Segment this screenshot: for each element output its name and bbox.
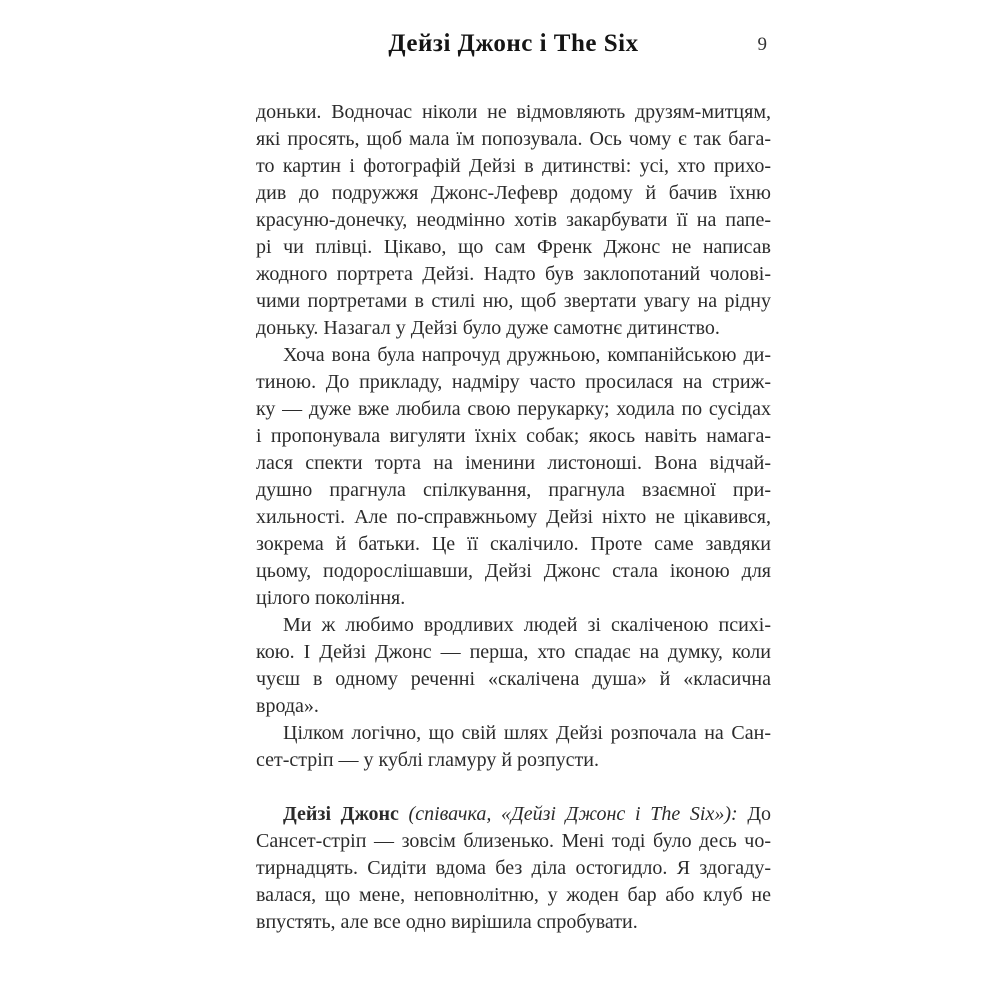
text-line: сет-стріп — у кублі гламуру й розпусти. — [256, 749, 599, 771]
text-line: впустять, але все одно вирішила спробувати. — [256, 911, 638, 933]
text-line: чими портретами в стилі ню, щоб звертати увагу на рідну — [256, 290, 771, 312]
text-line: то картин і фотографій Дейзі в дитинстві: усі, хто прихо- — [256, 155, 771, 177]
text-line: Ми ж любимо вродливих людей зі скаліченою психі- — [283, 614, 771, 636]
text-line: ку — дуже вже любила свою перукарку; ходила по сусідах — [256, 398, 771, 420]
text-line — [256, 801, 771, 828]
speaker-attribution: (співачка, «Дейзі Джонс і The Six»): — [408, 803, 738, 825]
text-line: Цілком логічно, що свій шлях Дейзі розпочала на Сан- — [283, 722, 771, 744]
text-line: доньки. Водночас ніколи не відмовляють друзям-митцям, — [256, 101, 771, 123]
page-number: 9 — [757, 34, 767, 55]
text-line: кою. І Дейзі Джонс — перша, хто спадає на думку, коли — [256, 641, 771, 663]
text-line: цілого покоління. — [256, 587, 406, 609]
running-head-title: Дейзі Джонс і The Six — [388, 30, 639, 57]
text-line: рі чи плівці. Цікаво, що сам Френк Джонс не написав — [256, 236, 771, 258]
text-line: Хоча вона була напрочуд дружньою, компанійською ди- — [283, 344, 771, 366]
paragraph-sunset — [256, 720, 771, 774]
text-line: тиною. До прикладу, надміру часто просилася на стриж- — [256, 371, 771, 393]
text-line: красуню-донечку, неодмінно хотів закарбувати її на папе- — [256, 209, 771, 231]
speaker-name: Дейзі Джонс — [283, 803, 409, 825]
text-line: які просять, щоб мала їм попозувала. Ось чому є так бага- — [256, 128, 771, 150]
paragraph-childhood — [256, 342, 771, 612]
text-line: тирнадцять. Сидіти вдома без діла остогидло. Я здогаду- — [256, 857, 771, 879]
text-line: зокрема й батьки. Це її скалічило. Проте саме завдяки — [256, 533, 771, 555]
text-line: валася, що мене, неповнолітню, у жоден бар або клуб не — [256, 884, 771, 906]
text-line: душно прагнула спілкування, прагнула взаємної при- — [256, 479, 771, 501]
text-line: див до подружжя Джонс-Лефевр додому й бачив їхню — [256, 182, 771, 204]
paragraph-continuation — [256, 99, 771, 342]
text-segment: До — [737, 803, 771, 825]
text-line: Сансет-стріп — зовсім близенько. Мені тоді було десь чо- — [256, 830, 771, 852]
text-line: хильності. Але по-справжньому Дейзі ніхто не цікавився, — [256, 506, 771, 528]
text-line: лася спекти торта на іменини листоноші. Вона відчай- — [256, 452, 771, 474]
text-line: цьому, подорослішавши, Дейзі Джонс стала іконою для — [256, 560, 771, 582]
text-line: чуєш в одному реченні «скалічена душа» й «класична — [256, 668, 771, 690]
text-line: врода». — [256, 695, 319, 717]
body-text — [256, 99, 771, 936]
running-header — [256, 30, 771, 60]
paragraph-icon — [256, 612, 771, 720]
text-line: і пропонувала вигуляти їхніх собак; якось навіть намага- — [256, 425, 771, 447]
text-line: доньку. Назагал у Дейзі було дуже самотнє дитинство. — [256, 317, 720, 339]
text-line: жодного портрета Дейзі. Надто був заклопотаний чолові- — [256, 263, 771, 285]
paragraph-interview — [256, 801, 771, 936]
